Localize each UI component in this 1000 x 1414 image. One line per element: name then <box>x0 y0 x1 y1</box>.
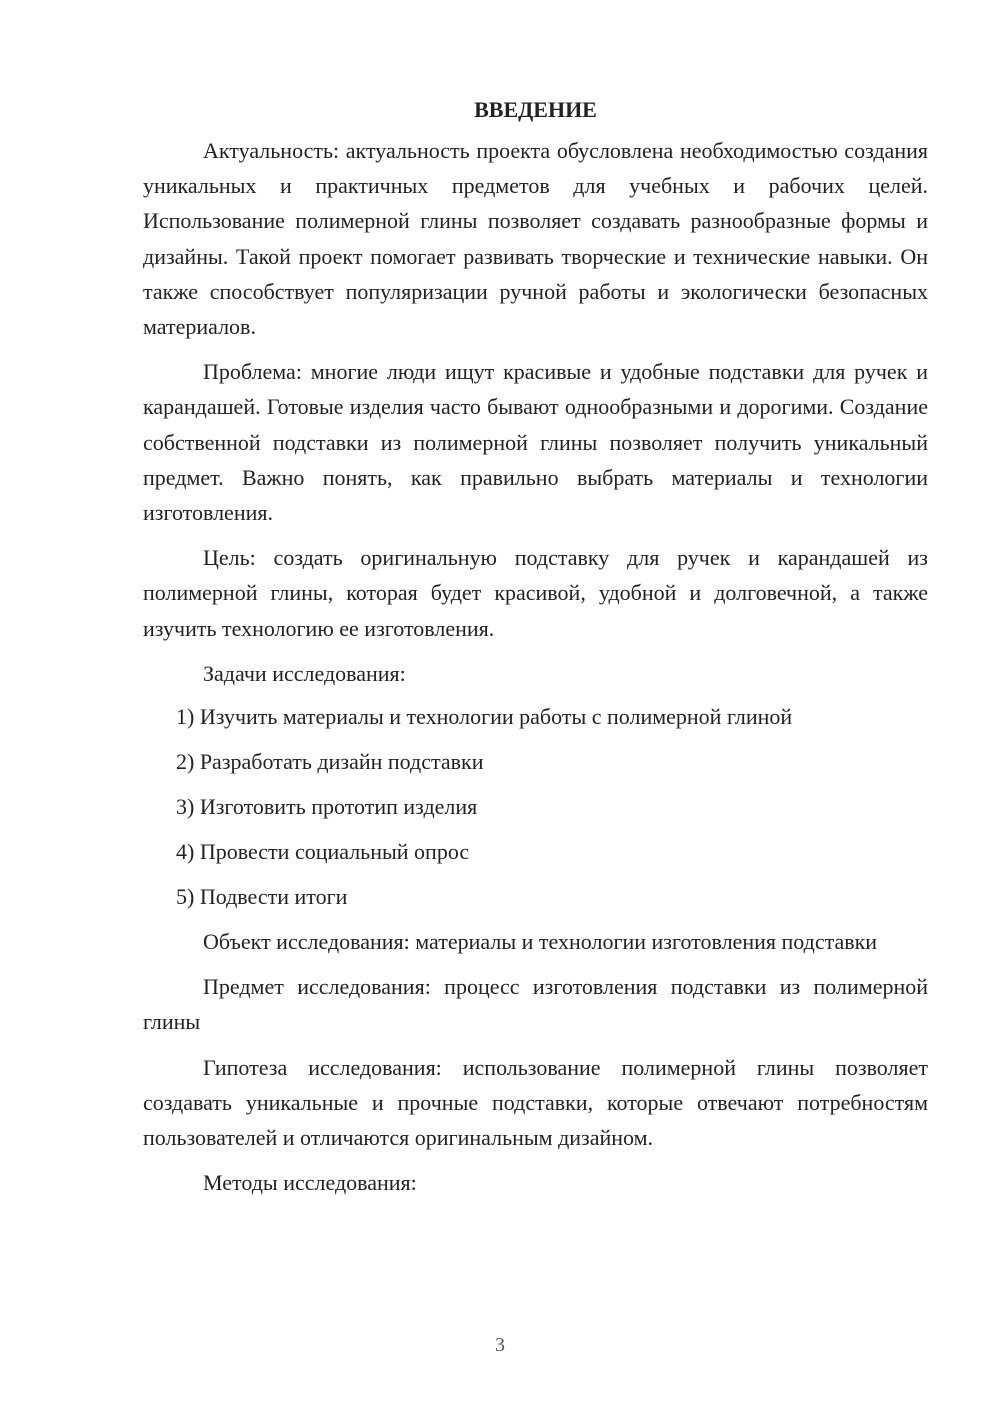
object-paragraph: Объект исследования: материалы и технологии изготовления подставки <box>203 929 878 955</box>
task-item: 1) Изучить материалы и технологии работы с полимерной глиной <box>176 704 793 730</box>
methods-heading: Методы исследования: <box>203 1170 417 1196</box>
document-page <box>143 92 928 1210</box>
goal-paragraph: Цель: создать оригинальную подставку для ручек и карандашей из полимерной глины, которая будет красивой, удобной и долговечной, а также изучить технологию ее изготовления. <box>143 545 928 641</box>
page-number: 3 <box>495 1334 505 1356</box>
tasks-list <box>143 699 928 924</box>
subject-paragraph: Предмет исследования: процесс изготовления подставки из полимерной глины <box>143 974 928 1035</box>
section-title: ВВЕДЕНИЕ <box>474 97 597 122</box>
problem-paragraph: Проблема: многие люди ищут красивые и удобные подставки для ручек и карандашей. Готовые изделия часто бывают однообразными и дорогими. Создание собственной подставки из полимерной глины позволяет получить уникальный предмет. Важно понять, как правильно выбрать материалы и технологии изготовления. <box>143 359 928 526</box>
task-item: 3) Изготовить прототип изделия <box>176 794 478 820</box>
task-item: 4) Провести социальный опрос <box>176 839 470 865</box>
relevance-paragraph: Актуальность: актуальность проекта обусловлена необходимостью создания уникальных и практичных предметов для учебных и рабочих целей. Использование полимерной глины позволяет создавать разнообразные формы и дизайны. Такой проект помогает развивать творческие и технические навыки. Он также способствует популяризации ручной работы и экологически безопасных материалов. <box>143 138 928 340</box>
tasks-heading: Задачи исследования: <box>203 660 406 686</box>
hypothesis-paragraph: Гипотеза исследования: использование полимерной глины позволяет создавать уникальные и прочные подставки, которые отвечают потребностям пользователей и отличаются оригинальным дизайном. <box>143 1054 928 1151</box>
task-item: 2) Разработать дизайн подставки <box>176 749 484 775</box>
task-item: 5) Подвести итоги <box>176 884 348 910</box>
